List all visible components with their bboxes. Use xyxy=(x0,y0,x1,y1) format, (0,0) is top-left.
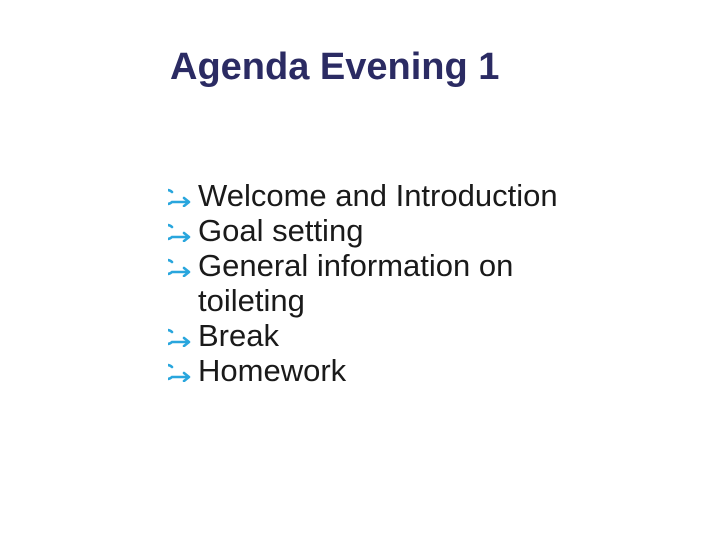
curved-arrow-bullet-icon xyxy=(168,222,194,242)
curved-arrow-bullet-icon xyxy=(168,187,194,207)
curved-arrow-bullet-icon xyxy=(168,257,194,277)
curved-arrow-bullet-icon xyxy=(168,327,194,347)
slide-title: Agenda Evening 1 xyxy=(170,46,500,88)
agenda-item-goal-setting xyxy=(168,213,688,248)
agenda-item-homework xyxy=(168,353,688,388)
agenda-item-label: Welcome and Introduction xyxy=(198,178,558,213)
agenda-item-label: General information on toileting xyxy=(198,248,514,318)
curved-arrow-bullet-icon xyxy=(168,362,194,382)
agenda-item-label: Goal setting xyxy=(198,213,364,248)
agenda-item-label: Break xyxy=(198,318,279,353)
agenda-item-welcome xyxy=(168,178,688,213)
agenda-item-label: Homework xyxy=(198,353,347,388)
agenda-item-break xyxy=(168,318,688,353)
agenda-item-general-information xyxy=(168,248,688,318)
agenda-list xyxy=(168,178,688,388)
